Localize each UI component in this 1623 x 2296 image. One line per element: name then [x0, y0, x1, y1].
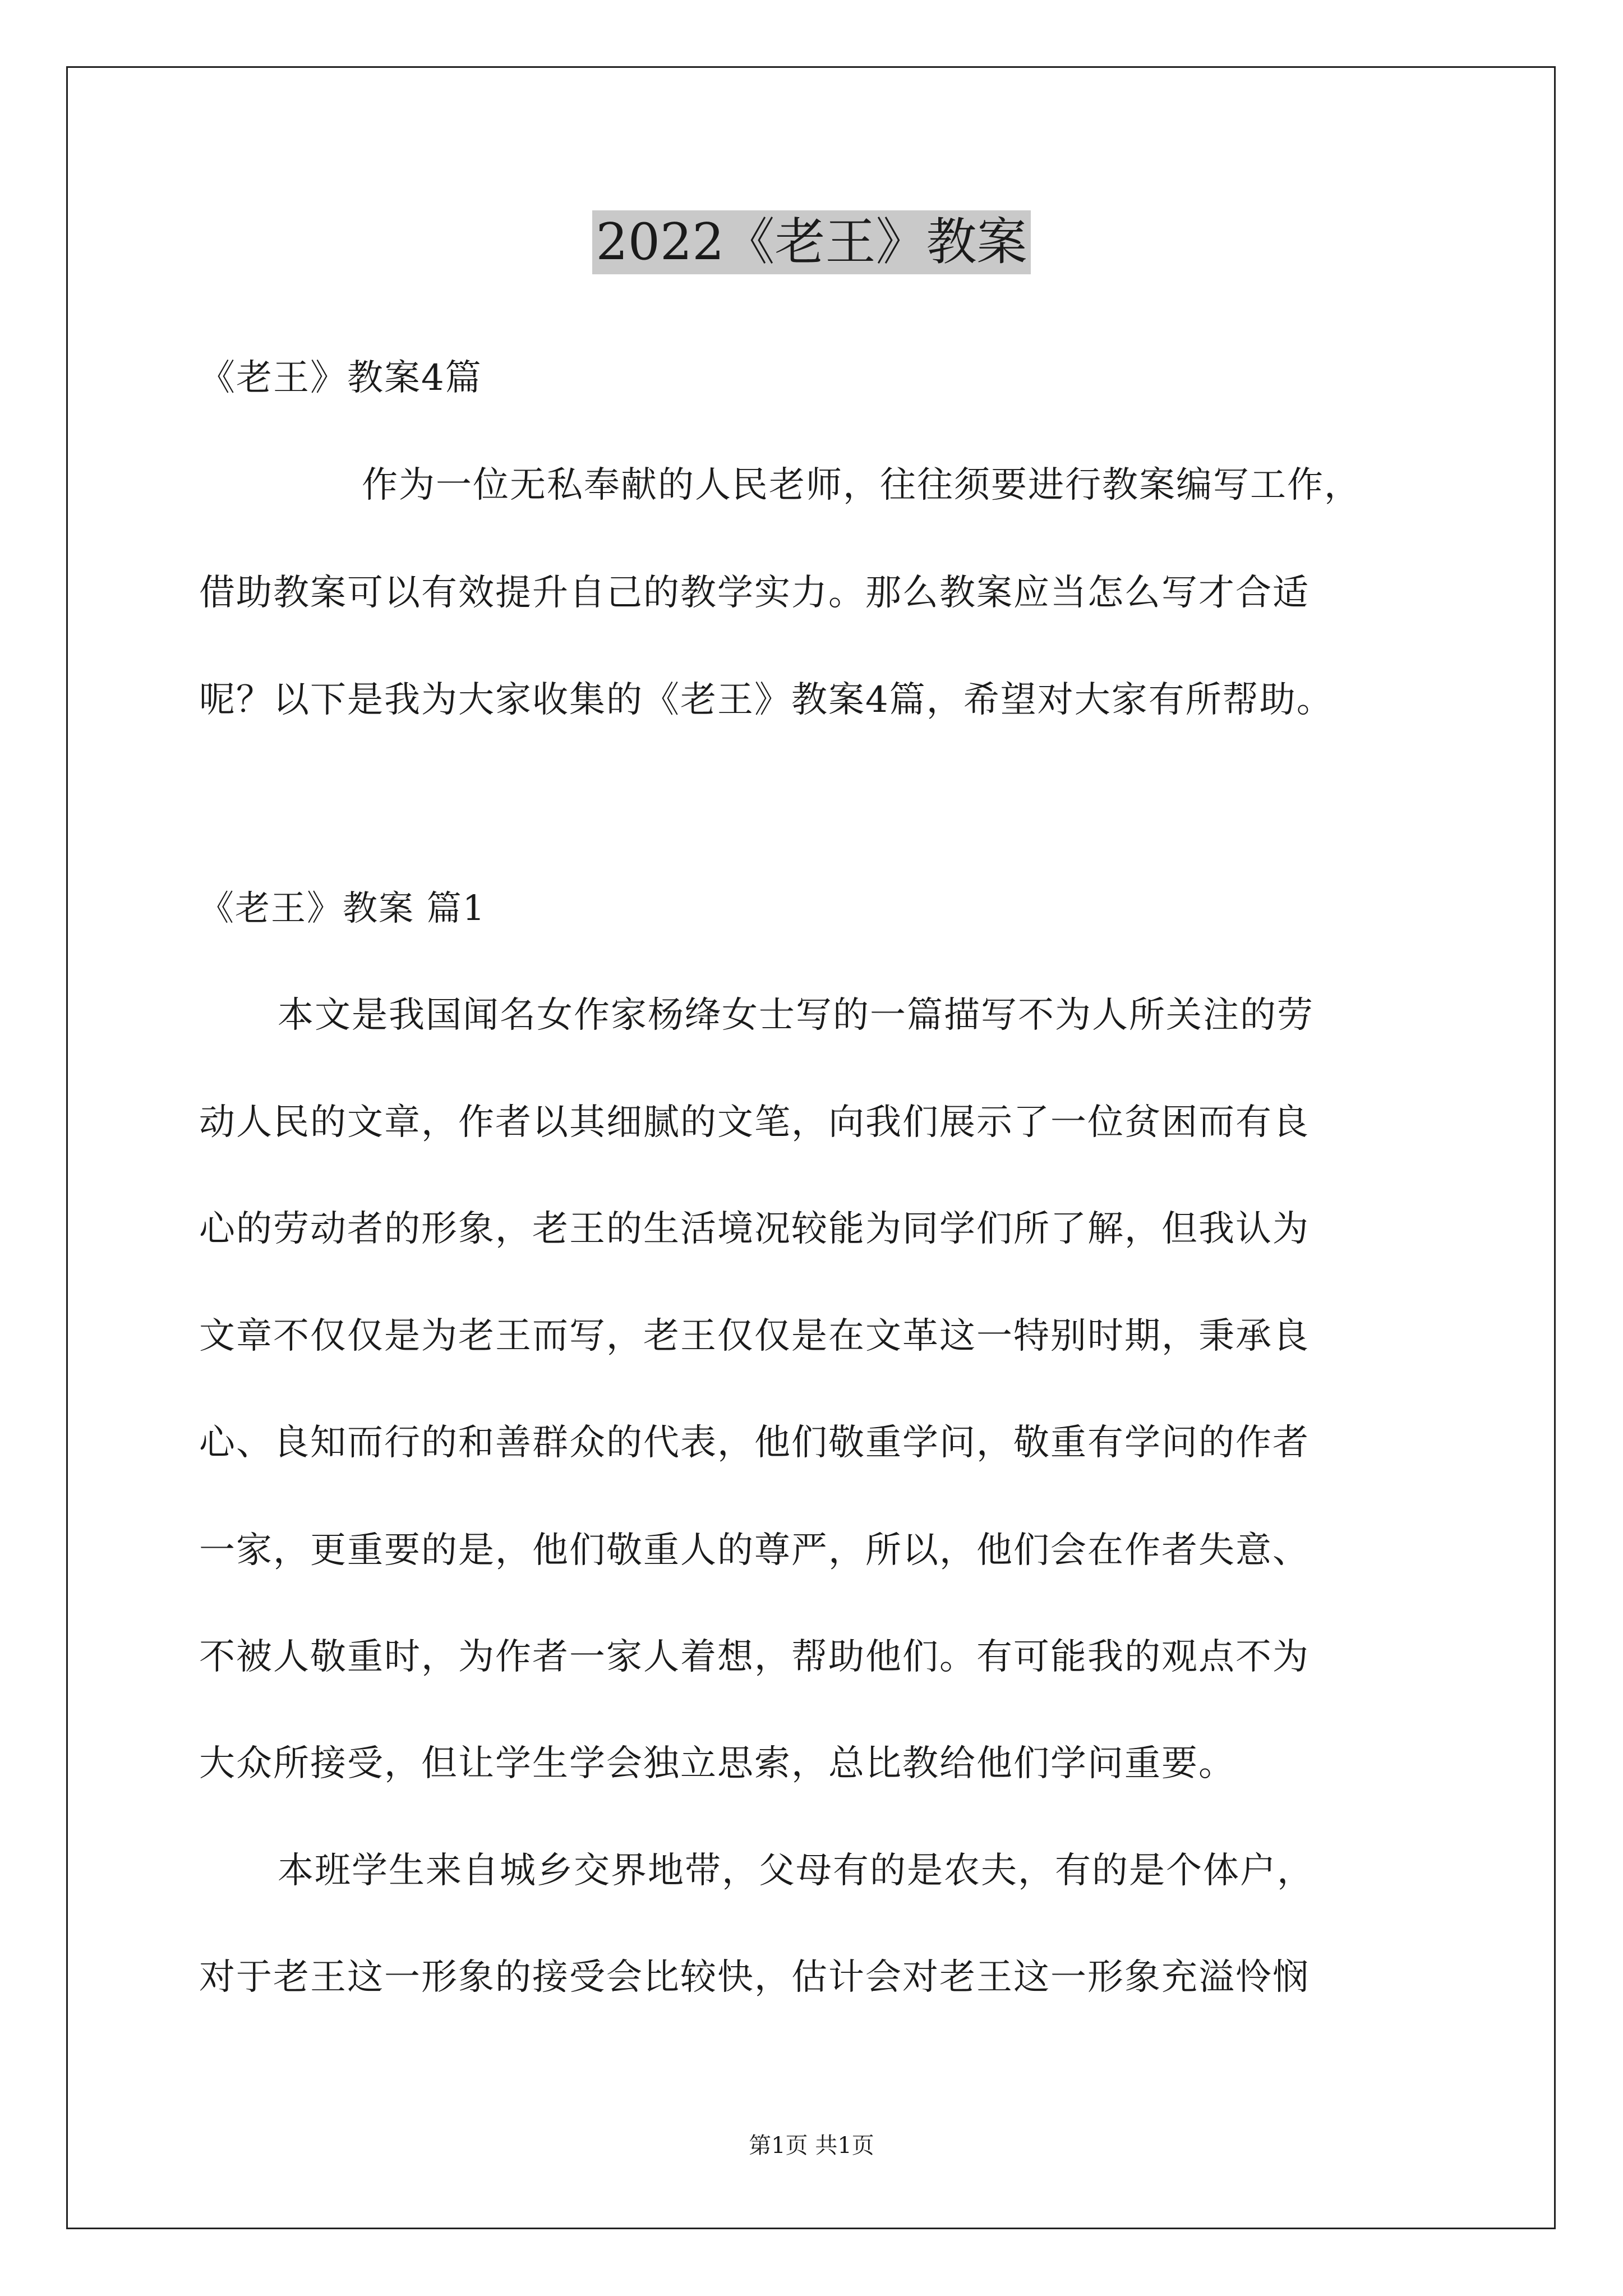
- document-subtitle: 《老王》教案4篇: [199, 357, 482, 399]
- paragraph1-line-7: 不被人敬重时，为作者一家人着想，帮助他们。有可能我的观点不为: [199, 1636, 1310, 1678]
- paragraph1-line-5: 心、良知而行的和善群众的代表，他们敬重学问，敬重有学问的作者: [199, 1422, 1310, 1464]
- document-title-wrapper: [0, 210, 1623, 274]
- paragraph1-line-1: 本文是我国闻名女作家杨绛女士写的一篇描写不为人所关注的劳: [278, 995, 1314, 1036]
- paragraph1-line-6: 一家，更重要的是，他们敬重人的尊严，所以，他们会在作者失意、: [199, 1530, 1310, 1571]
- paragraph1-line-8: 大众所接受，但让学生学会独立思索，总比教给他们学问重要。: [199, 1743, 1235, 1784]
- paragraph1-line-4: 文章不仅仅是为老王而写，老王仅仅是在文革这一特别时期，秉承良: [199, 1315, 1310, 1357]
- intro-line-2: 借助教案可以有效提升自己的教学实力。那么教案应当怎么写才合适: [199, 572, 1310, 614]
- intro-line-3: 呢？以下是我为大家收集的《老王》教案4篇，希望对大家有所帮助。: [199, 679, 1334, 721]
- paragraph1-line-2: 动人民的文章，作者以其细腻的文笔，向我们展示了一位贫困而有良: [199, 1102, 1310, 1143]
- section-heading-1: 《老王》教案 篇1: [199, 887, 486, 928]
- paragraph1-line-3: 心的劳动者的形象，老王的生活境况较能为同学们所了解，但我认为: [199, 1208, 1310, 1250]
- document-title: 2022《老王》教案: [592, 210, 1030, 274]
- paragraph2-line-1: 本班学生来自城乡交界地带，父母有的是农夫，有的是个体户，: [278, 1850, 1314, 1892]
- page-footer: 第1页 共1页: [749, 2133, 874, 2159]
- paragraph2-line-2: 对于老王这一形象的接受会比较快，估计会对老王这一形象充溢怜悯: [199, 1957, 1310, 1998]
- intro-line-1: 作为一位无私奉献的人民老师，往往须要进行教案编写工作，: [362, 464, 1361, 506]
